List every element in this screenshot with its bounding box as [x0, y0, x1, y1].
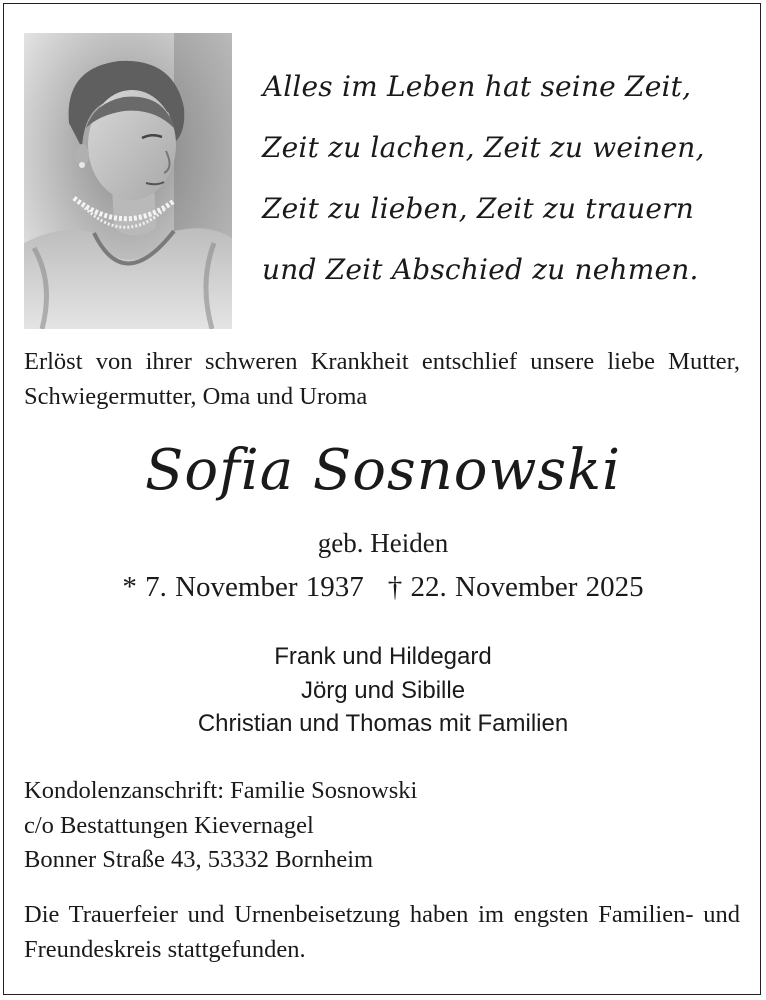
poem-line: Zeit zu lachen, Zeit zu weinen, — [262, 131, 705, 164]
maiden-name: geb. Heiden — [317, 528, 449, 558]
condolence-address — [24, 774, 417, 878]
address-line: Bonner Straße 43, 53332 Bornheim — [24, 846, 374, 873]
address-line: c/o Bestattungen Kievernagel — [24, 811, 314, 839]
closing-note: Die Trauerfeier und Urnenbeisetzung haben im engsten Familien- und Freundeskreis stattgefunden. — [24, 901, 740, 963]
portrait-photo — [24, 33, 232, 329]
poem-line: und Zeit Abschied zu nehmen. — [262, 253, 699, 286]
mourner-line: Jörg und Sibille — [300, 676, 466, 704]
mourner-line: Christian und Thomas mit Familien — [197, 710, 569, 737]
deceased-name: Sofia Sosnowski — [144, 438, 621, 503]
poem-quote — [262, 56, 705, 300]
birth-date: * 7. November 1937 — [122, 571, 364, 603]
poem-line: Zeit zu lieben, Zeit zu trauern — [262, 192, 694, 225]
life-dates — [0, 571, 766, 604]
mourners-list — [0, 640, 766, 741]
intro-text: Erlöst von ihrer schweren Krankheit entschlief unsere liebe Mutter, Schwiegermutter, Oma und Uroma — [24, 348, 740, 410]
address-line: Kondolenzanschrift: Familie Sosnowski — [24, 777, 418, 804]
poem-line: Alles im Leben hat seine Zeit, — [262, 70, 692, 103]
death-date: † 22. November 2025 — [387, 571, 644, 603]
mourner-line: Frank und Hildegard — [274, 643, 492, 670]
